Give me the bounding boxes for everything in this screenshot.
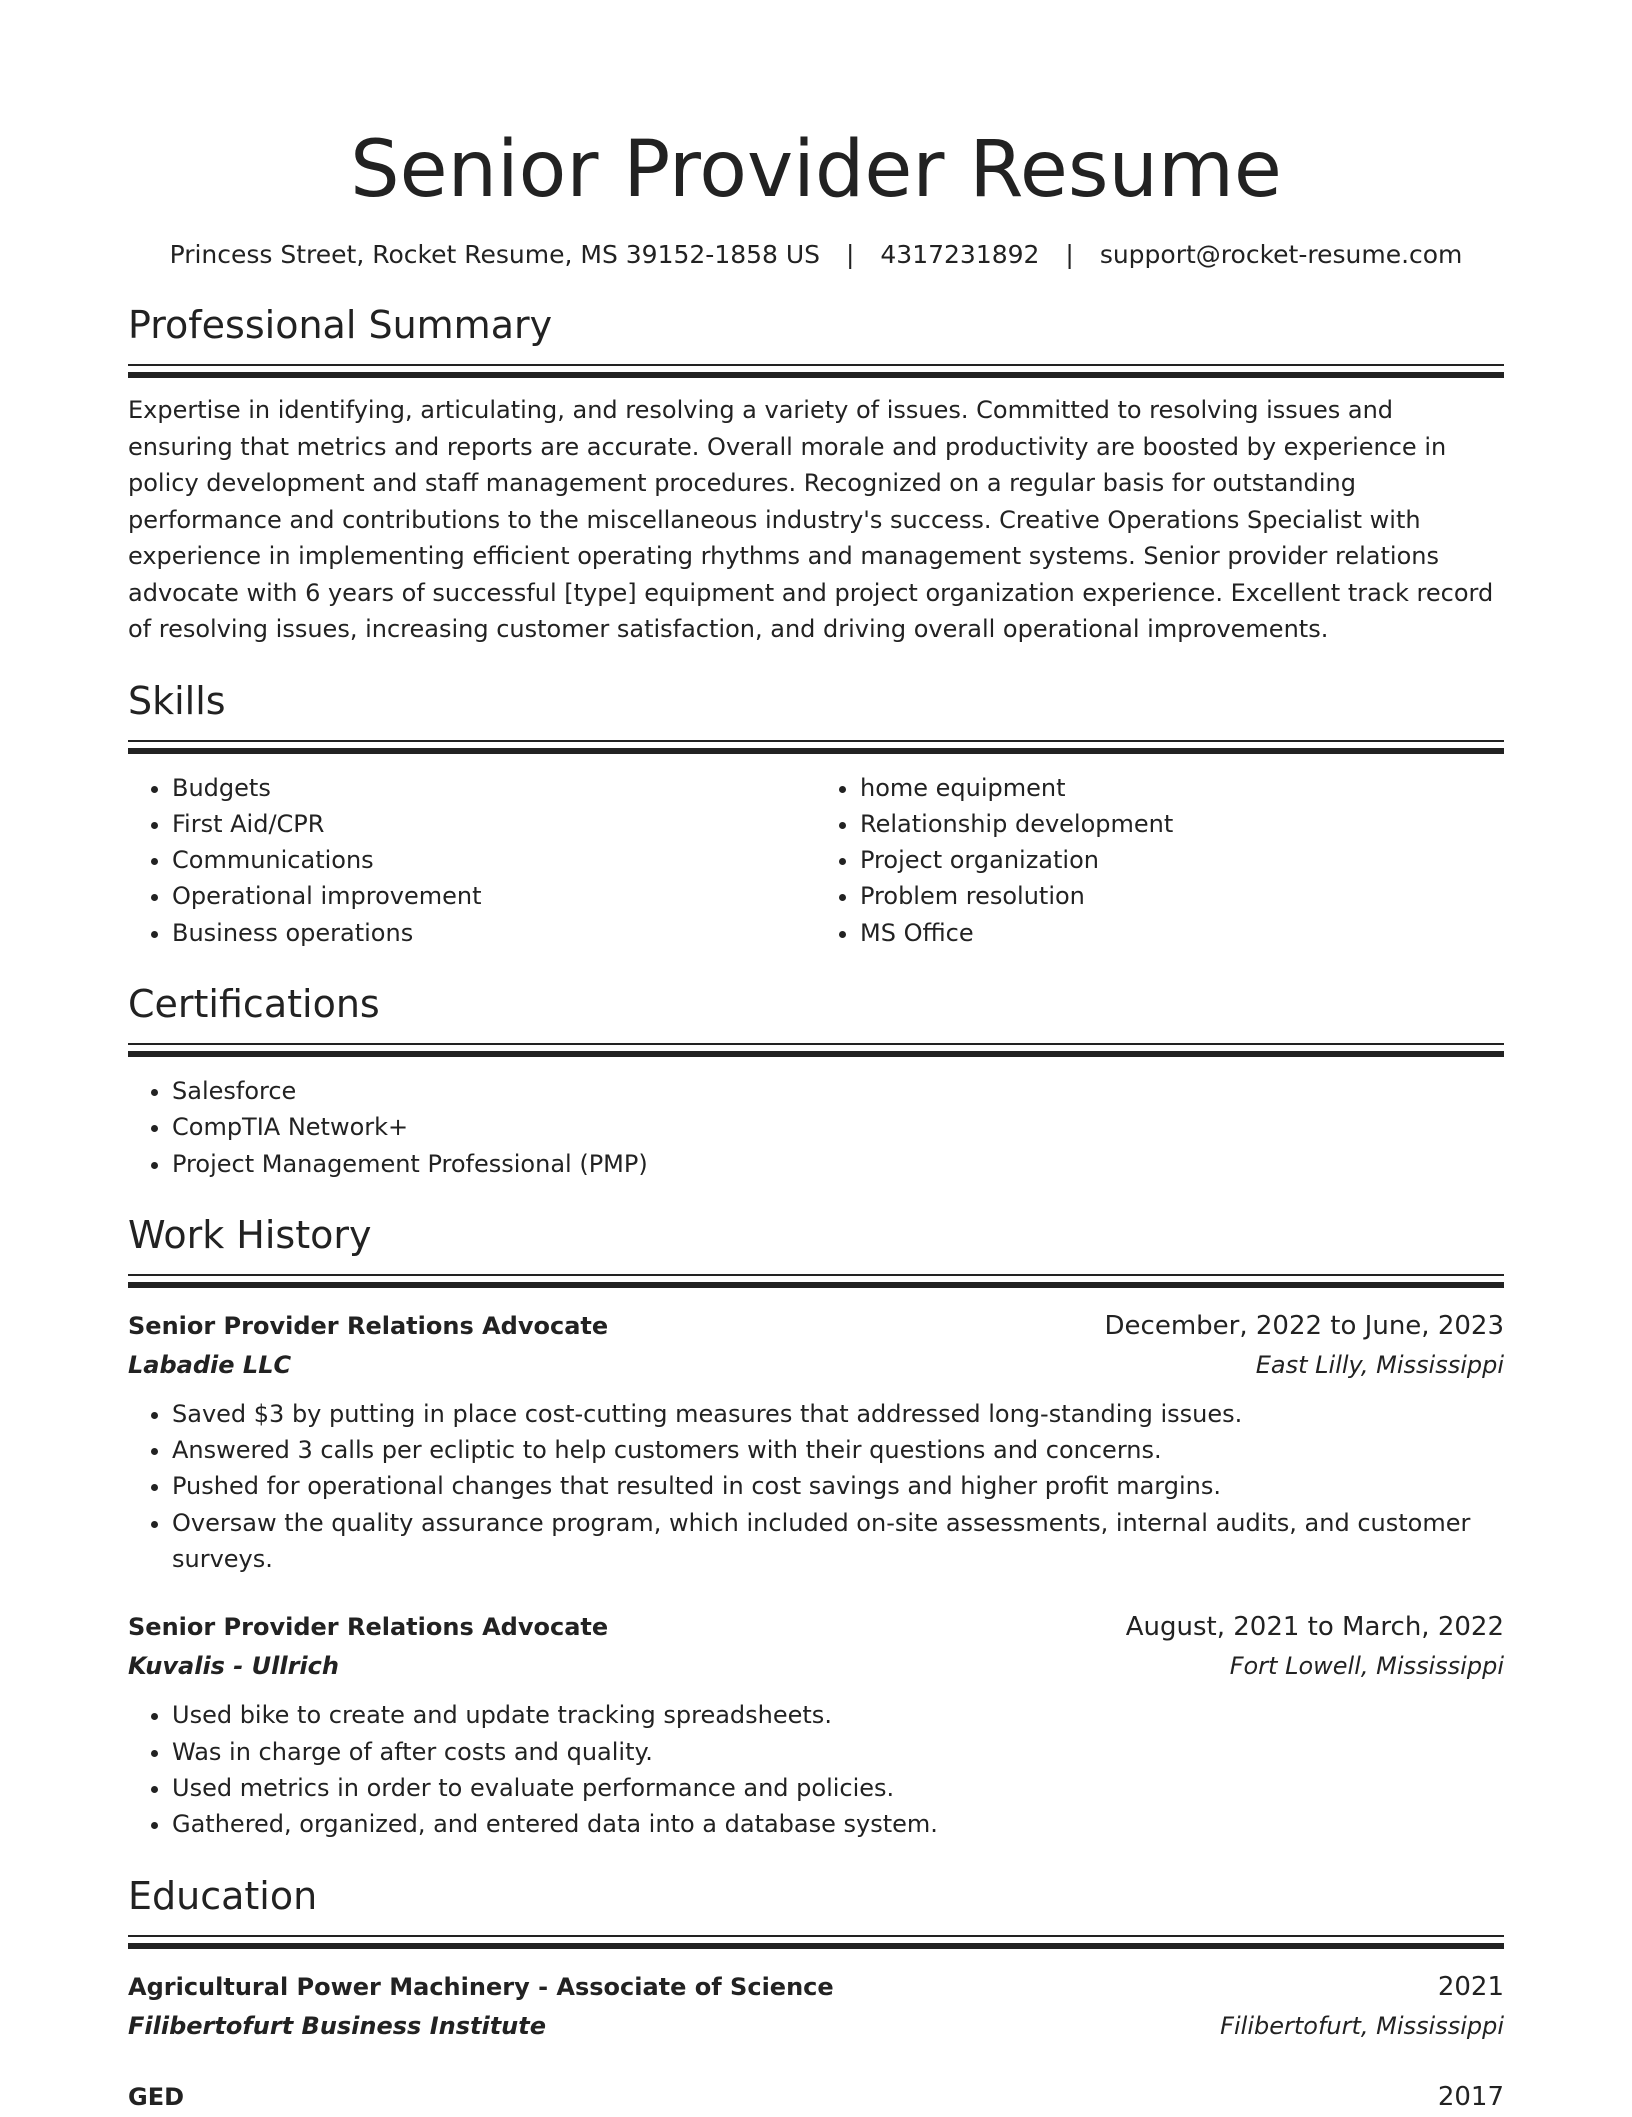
education-section — [128, 1871, 1504, 2117]
contact-phone: 4317231892 — [880, 240, 1040, 269]
skill-item: • First Aid/CPR — [172, 806, 816, 842]
skills-list-left — [128, 770, 816, 951]
skill-item: • Budgets — [172, 770, 816, 806]
job-bullets — [128, 1697, 1504, 1842]
skills-grid — [128, 770, 1504, 951]
summary-text: Expertise in identifying, articulating, and resolving a variety of issues. Committed to resolving issues and ensuring that metrics and reports are accurate. Overall morale and productivity are boosted by experience in policy development and staff management procedures. Recognized on a regular basis for outstanding performance and contributions to the miscellaneous industry's success. Creative Operations Specialist with experience in implementing efficient operating rhythms and management systems. Senior provider relations advocate with 6 years of successful [type] equipment and project organization experience. Excellent track record of resolving issues, increasing customer satisfaction, and driving overall operational improvements. — [128, 396, 1494, 643]
skill-item: • home equipment — [860, 770, 1504, 806]
section-divider — [128, 1274, 1504, 1288]
job-company: Kuvalis - Ullrich — [128, 1652, 339, 1681]
skills-column-right — [816, 770, 1504, 951]
skill-item: • Problem resolution — [860, 878, 1504, 914]
education-location: Filibertofurt, Mississippi — [1220, 2011, 1504, 2040]
job-location: East Lilly, Mississippi — [1255, 1350, 1504, 1379]
work-history-section — [128, 1210, 1504, 1843]
certification-item: • Salesforce — [172, 1073, 1504, 1109]
skills-section — [128, 676, 1504, 951]
job-title: Senior Provider Relations Advocate — [128, 1613, 609, 1642]
contact-email: support@rocket-resume.com — [1099, 240, 1463, 269]
contact-line — [128, 238, 1504, 272]
job-dates: December, 2022 to June, 2023 — [1104, 1310, 1504, 1341]
job-bullet: • Gathered, organized, and entered data into a database system. — [172, 1806, 1504, 1842]
skills-heading: Skills — [128, 678, 226, 723]
skills-list-right — [816, 770, 1504, 951]
education-degree: GED — [128, 2082, 185, 2111]
job-title: Senior Provider Relations Advocate — [128, 1311, 609, 1340]
section-divider — [128, 1935, 1504, 1949]
job-bullet: • Was in charge of after costs and quality. — [172, 1734, 1504, 1770]
certification-item: • Project Management Professional (PMP) — [172, 1146, 1504, 1182]
job-entry — [128, 1306, 1504, 1577]
education-header-row — [128, 2077, 1504, 2117]
skill-item: • Relationship development — [860, 806, 1504, 842]
job-bullet: • Oversaw the quality assurance program, which included on-site assessments, internal audits, and customer surveys. — [172, 1505, 1504, 1578]
job-company-row — [128, 1346, 1504, 1384]
job-company-row — [128, 1647, 1504, 1685]
skill-item: • Project organization — [860, 842, 1504, 878]
job-bullet: • Pushed for operational changes that resulted in cost savings and higher profit margins. — [172, 1468, 1504, 1504]
certifications-list — [128, 1073, 1504, 1182]
job-header-row — [128, 1607, 1504, 1647]
work-history-heading: Work History — [128, 1212, 372, 1257]
education-school-row — [128, 2007, 1504, 2045]
certification-item: • CompTIA Network+ — [172, 1109, 1504, 1145]
job-bullet: • Answered 3 calls per ecliptic to help customers with their questions and concerns. — [172, 1432, 1504, 1468]
job-bullets — [128, 1396, 1504, 1577]
contact-separator: | — [1065, 240, 1074, 269]
job-bullet: • Used bike to create and update tracking spreadsheets. — [172, 1697, 1504, 1733]
education-heading: Education — [128, 1873, 318, 1918]
resume-title: Senior Provider Resume — [350, 125, 1282, 215]
contact-address: Princess Street, Rocket Resume, MS 39152-1858 US — [169, 240, 821, 269]
education-year: 2021 — [1437, 1971, 1504, 2002]
education-degree: Agricultural Power Machinery - Associate of Science — [128, 1972, 834, 2001]
certifications-section — [128, 979, 1504, 1182]
job-location: Fort Lowell, Mississippi — [1229, 1652, 1504, 1681]
job-company: Labadie LLC — [128, 1350, 292, 1379]
education-year: 2017 — [1437, 2081, 1504, 2112]
certifications-heading: Certifications — [128, 981, 380, 1026]
job-bullet: • Saved $3 by putting in place cost-cutting measures that addressed long-standing issues. — [172, 1396, 1504, 1432]
job-header-row — [128, 1306, 1504, 1346]
job-dates: August, 2021 to March, 2022 — [1125, 1612, 1504, 1643]
skill-item: • Operational improvement — [172, 878, 816, 914]
section-divider — [128, 364, 1504, 378]
job-entry — [128, 1607, 1504, 1842]
contact-separator: | — [846, 240, 855, 269]
skill-item: • Communications — [172, 842, 816, 878]
skill-item: • MS Office — [860, 915, 1504, 951]
section-divider — [128, 740, 1504, 754]
skill-item: • Business operations — [172, 915, 816, 951]
job-bullet: • Used metrics in order to evaluate performance and policies. — [172, 1770, 1504, 1806]
education-entry — [128, 2077, 1504, 2117]
education-entry — [128, 1967, 1504, 2045]
section-divider — [128, 1043, 1504, 1057]
education-header-row — [128, 1967, 1504, 2007]
skills-column-left — [128, 770, 816, 951]
education-school: Filibertofurt Business Institute — [128, 2011, 547, 2040]
summary-heading: Professional Summary — [128, 303, 553, 347]
summary-section — [128, 300, 1504, 648]
